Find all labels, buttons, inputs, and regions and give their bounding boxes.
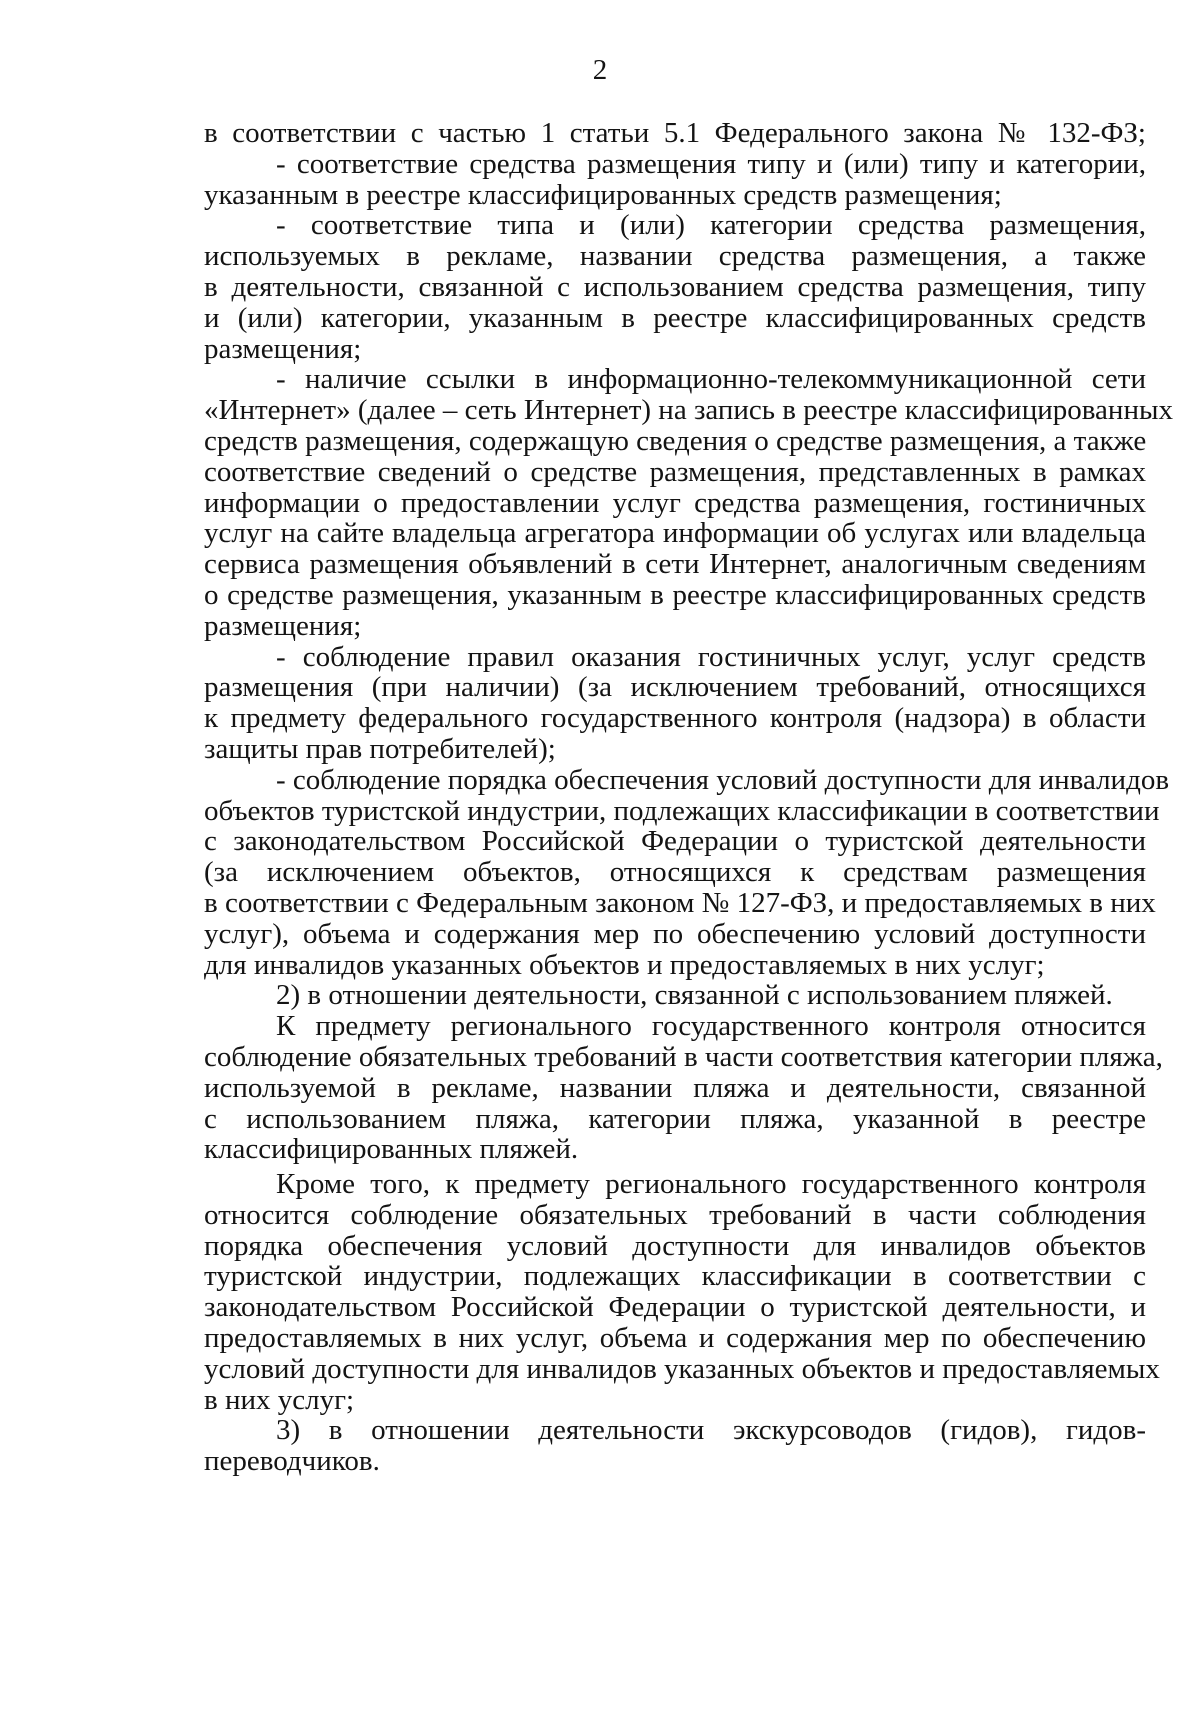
text-line: средств размещения, содержащую сведения о средстве размещения, а также [204, 424, 1147, 457]
text-line: переводчиков. [204, 1445, 380, 1478]
page-number: 2 [592, 54, 608, 86]
text-line: 2) в отношении деятельности, связанной с использованием пляжей. [276, 979, 1113, 1012]
text-line: с использованием пляжа, категории пляжа, указанной в реестре [204, 1102, 1146, 1135]
text-line: сервиса размещения объявлений в сети Интернет, аналогичным сведениям [204, 548, 1146, 581]
text-line: относится соблюдение обязательных требований в части соблюдения [204, 1198, 1146, 1231]
text-line: «Интернет» (далее – сеть Интернет) на запись в реестре классифицированных [204, 394, 1173, 427]
text-line: в деятельности, связанной с использованием средства размещения, типу [204, 270, 1146, 303]
text-line: услуг), объема и содержания мер по обеспечению условий доступности [204, 917, 1146, 950]
text-line: для инвалидов указанных объектов и предоставляемых в них услуг; [204, 948, 1045, 981]
text-line: предоставляемых в них услуг, объема и содержания мер по обеспечению [204, 1322, 1146, 1355]
text-line: с законодательством Российской Федерации о туристской деятельности [204, 825, 1146, 858]
text-line: к предмету федерального государственного контроля (надзора) в области [204, 702, 1146, 735]
text-line: используемой в рекламе, названии пляжа и деятельности, связанной [204, 1071, 1146, 1104]
text-line: услуг на сайте владельца агрегатора информации об услугах или владельца [204, 517, 1146, 550]
text-line: 3) в отношении деятельности экскурсоводов (гидов), гидов- [276, 1414, 1146, 1447]
document-body [204, 117, 1173, 1478]
text-line: К предмету регионального государственного контроля относится [276, 1010, 1146, 1043]
text-line: информации о предоставлении услуг средства размещения, гостиничных [204, 486, 1146, 519]
text-line: и (или) категории, указанным в реестре классифицированных средств [204, 301, 1146, 334]
text-line: соблюдение обязательных требований в части соответствия категории пляжа, [204, 1040, 1163, 1073]
text-line: в них услуг; [204, 1383, 355, 1416]
text-line: размещения (при наличии) (за исключением требований, относящихся [204, 671, 1146, 704]
text-line: законодательством Российской Федерации о туристской деятельности, и [204, 1291, 1146, 1324]
text-line: - соблюдение порядка обеспечения условий доступности для инвалидов [276, 763, 1170, 796]
text-line: - наличие ссылки в информационно-телекоммуникационной сети [276, 363, 1146, 396]
text-line: классифицированных пляжей. [204, 1133, 579, 1166]
text-line: туристской индустрии, подлежащих классификации в соответствии с [204, 1260, 1146, 1293]
text-line: защиты прав потребителей); [204, 732, 556, 765]
text-line: используемых в рекламе, названии средства размещения, а также [204, 240, 1146, 273]
text-line: - соблюдение правил оказания гостиничных услуг, услуг средств [276, 640, 1146, 673]
text-line: в соответствии с частью 1 статьи 5.1 Федерального закона № 132-ФЗ; [204, 117, 1146, 149]
text-line: в соответствии с Федеральным законом № 127-ФЗ, и предоставляемых в них [204, 886, 1156, 919]
text-line: соответствие сведений о средстве размещения, представленных в рамках [204, 455, 1146, 488]
text-line: условий доступности для инвалидов указанных объектов и предоставляемых [204, 1352, 1160, 1385]
text-line: (за исключением объектов, относящихся к средствам размещения [204, 856, 1146, 889]
text-line: размещения; [204, 609, 362, 642]
text-line: указанным в реестре классифицированных средств размещения; [204, 178, 1002, 211]
text-line: о средстве размещения, указанным в реестре классифицированных средств [204, 578, 1146, 611]
text-line: Кроме того, к предмету регионального государственного контроля [276, 1168, 1146, 1201]
text-line: объектов туристской индустрии, подлежащих классификации в соответствии [204, 794, 1160, 827]
text-line: размещения; [204, 332, 362, 365]
text-line: - соответствие средства размещения типу и (или) типу и категории, [276, 147, 1146, 180]
text-line: - соответствие типа и (или) категории средства размещения, [276, 209, 1146, 242]
text-line: порядка обеспечения условий доступности для инвалидов объектов [204, 1229, 1146, 1262]
